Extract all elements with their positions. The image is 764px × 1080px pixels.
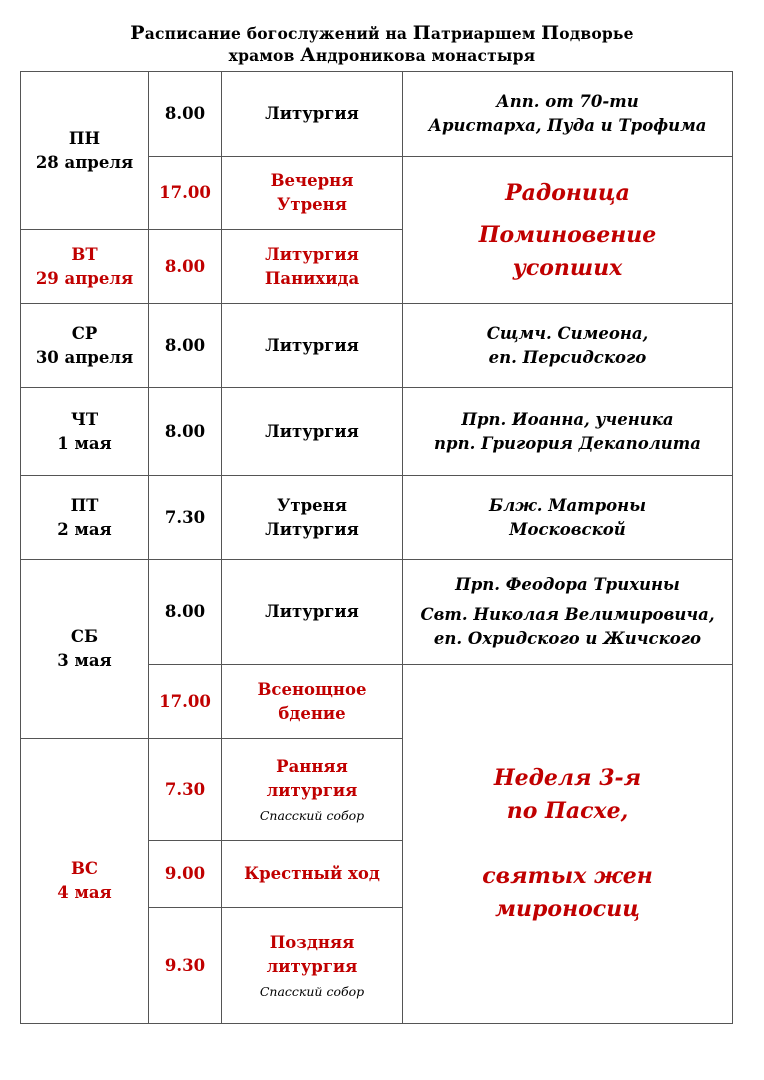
day-cell-sunday: ВС 4 мая <box>21 739 149 1024</box>
time-cell: 8.00 <box>149 72 222 157</box>
feast-cell: Сщмч. Симеона, еп. Персидского <box>403 304 733 388</box>
feast-cell: Апп. от 70-ти Аристарха, Пуда и Трофима <box>403 72 733 157</box>
service-cell: Литургия <box>222 388 403 476</box>
time-cell: 8.00 <box>149 230 222 304</box>
time-cell: 8.00 <box>149 304 222 388</box>
service-cell: Литургия <box>222 560 403 665</box>
day-cell-wednesday: СР 30 апреля <box>21 304 149 388</box>
day-cell-friday: ПТ 2 мая <box>21 476 149 560</box>
time-cell: 9.30 <box>149 908 222 1024</box>
time-cell: 7.30 <box>149 739 222 841</box>
time-cell: 8.00 <box>149 388 222 476</box>
radonitsa-feast-cell: Радоница Поминовение усопших <box>403 157 733 304</box>
service-cell: Крестный ход <box>222 841 403 908</box>
table-row <box>21 72 733 157</box>
service-cell: Всенощное бдение <box>222 665 403 739</box>
table-row <box>21 560 733 665</box>
time-cell: 8.00 <box>149 560 222 665</box>
service-cell: Утреня Литургия <box>222 476 403 560</box>
schedule-table <box>20 71 733 1024</box>
table-row <box>21 476 733 560</box>
service-cell: Вечерня Утреня <box>222 157 403 230</box>
day-cell-thursday: ЧТ 1 мая <box>21 388 149 476</box>
sunday-feast-cell: Неделя 3-я по Пасхе, святых жен мироносиц <box>403 665 733 1024</box>
schedule-title-line-1: Расписание богослужений на Патриаршем Подворье <box>130 22 634 44</box>
time-cell: 17.00 <box>149 157 222 230</box>
schedule-title-line-2: храмов Андроникова монастыря <box>228 44 536 66</box>
service-cell: Литургия <box>222 72 403 157</box>
time-cell: 7.30 <box>149 476 222 560</box>
service-cell: Ранняя литургия Спасский собор <box>222 739 403 841</box>
table-row <box>21 388 733 476</box>
table-row <box>21 304 733 388</box>
location-note: Спасский собор <box>259 807 365 823</box>
feast-cell: Прп. Иоанна, ученика прп. Григория Декаполита <box>403 388 733 476</box>
time-cell: 9.00 <box>149 841 222 908</box>
day-cell-saturday: СБ 3 мая <box>21 560 149 739</box>
day-cell-tuesday: ВТ 29 апреля <box>21 230 149 304</box>
service-cell: Литургия Панихида <box>222 230 403 304</box>
feast-cell: Блж. Матроны Московской <box>403 476 733 560</box>
service-cell: Поздняя литургия Спасский собор <box>222 908 403 1024</box>
day-cell-monday: ПН 28 апреля <box>21 72 149 230</box>
time-cell: 17.00 <box>149 665 222 739</box>
location-note: Спасский собор <box>259 983 365 999</box>
feast-cell: Прп. Феодора Трихины Свт. Николая Велимировича, еп. Охридского и Жичского <box>403 560 733 665</box>
service-cell: Литургия <box>222 304 403 388</box>
